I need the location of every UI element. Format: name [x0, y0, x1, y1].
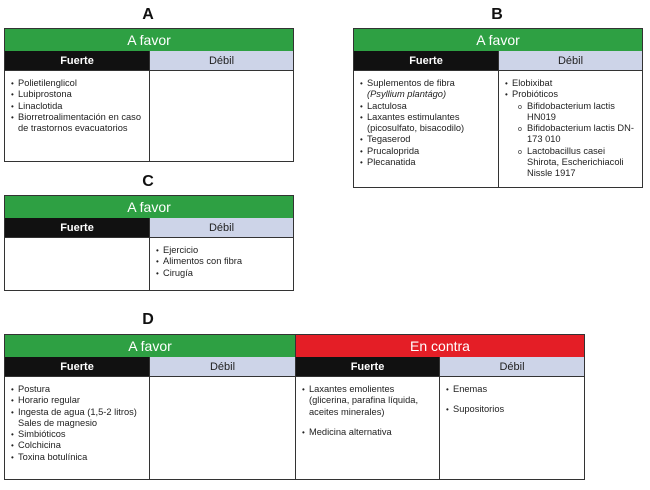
list-item: • Toxina botulínica: [11, 452, 143, 463]
panel-d-contra-fuerte-header: Fuerte: [295, 357, 439, 376]
list-item: • Plecanatida: [360, 157, 492, 168]
list-item: • Simbióticos: [11, 429, 143, 440]
list-item: • Enemas: [446, 384, 578, 395]
panel-c-table: [4, 195, 294, 291]
panel-a-debil-cell: [149, 70, 293, 161]
panel-d-favor-header: A favor: [5, 335, 295, 358]
list-item: • Alimentos con fibra: [156, 256, 287, 267]
panel-a-letter: A: [142, 6, 154, 23]
panel-d-letter: D: [142, 311, 154, 328]
panel-b-debil-cell: [498, 70, 642, 187]
panel-b-favor-header: A favor: [354, 29, 642, 52]
panel-d-favor-debil-header: Débil: [149, 357, 295, 376]
panel-d-favor-debil-cell: [149, 376, 295, 479]
fiber-label: Suplementos de fibra: [367, 78, 455, 88]
panel-b-table: [353, 28, 643, 188]
list-item: • Supositorios: [446, 404, 578, 415]
panel-d-table: [4, 334, 585, 480]
list-item: • Postura: [11, 384, 143, 395]
nested-list-item: o Bifidobacterium lactis HN019: [518, 101, 636, 124]
panel-d-favor-fuerte-header: Fuerte: [5, 357, 149, 376]
panel-c-fuerte-header: Fuerte: [5, 218, 149, 237]
list-item: • Prucaloprida: [360, 146, 492, 157]
list-item: [505, 89, 636, 179]
list-item: • Laxantes estimulantes (picosulfato, bisacodilo): [360, 112, 492, 135]
list-item: • Lubiprostona: [11, 89, 143, 100]
list-item: [360, 78, 492, 101]
panel-a-table: [4, 28, 294, 162]
panel-d-contra-debil-header: Débil: [439, 357, 584, 376]
fiber-sub-label: (Psyllium plantágo): [367, 89, 447, 100]
panel-c-favor-header: A favor: [5, 196, 293, 219]
panel-d-favor-fuerte-cell: [5, 376, 149, 479]
nested-list-item: o Lactobacillus casei Shirota, Escherichiacoli Nissle 1917: [518, 146, 636, 180]
list-item: • Laxantes emolientes (glicerina, parafina líquida, aceites minerales): [302, 384, 433, 418]
list-item: • Horario regular: [11, 395, 143, 406]
list-item: • Ingesta de agua (1,5-2 litros) Sales de magnesio: [11, 407, 143, 430]
panel-b-letter: B: [491, 6, 503, 23]
panel-a-fuerte-header: Fuerte: [5, 51, 149, 70]
panel-c-letter: C: [142, 173, 154, 190]
panel-c-fuerte-cell: [5, 237, 149, 290]
panel-b-debil-header: Débil: [498, 51, 642, 70]
list-item: • Elobixibat: [505, 78, 636, 89]
panel-a-debil-header: Débil: [149, 51, 293, 70]
list-item: • Lactulosa: [360, 101, 492, 112]
panel-d-contra-header: En contra: [295, 335, 584, 358]
panel-d-contra-debil-cell: [439, 376, 584, 479]
panel-b-fuerte-header: Fuerte: [354, 51, 498, 70]
nested-list-item: o Bifidobacterium lactis DN-173 010: [518, 123, 636, 146]
list-item: • Cirugía: [156, 268, 287, 279]
list-item: • Tegaserod: [360, 134, 492, 145]
panel-a-favor-header: A favor: [5, 29, 293, 52]
panel-c-debil-cell: [149, 237, 293, 290]
panel-a-fuerte-cell: [5, 70, 149, 161]
list-item: • Biorretroalimentación en caso de trastornos evacuatorios: [11, 112, 143, 135]
list-item: • Ejercicio: [156, 245, 287, 256]
probioticos-label: Probióticos: [512, 89, 558, 100]
list-item: • Linaclotida: [11, 101, 143, 112]
panel-c-debil-header: Débil: [149, 218, 293, 237]
list-item: • Medicina alternativa: [302, 427, 433, 438]
list-item: • Polietilenglicol: [11, 78, 143, 89]
panel-b-fuerte-cell: [354, 70, 498, 187]
list-item: • Colchicina: [11, 440, 143, 451]
panel-d-contra-fuerte-cell: [295, 376, 439, 479]
